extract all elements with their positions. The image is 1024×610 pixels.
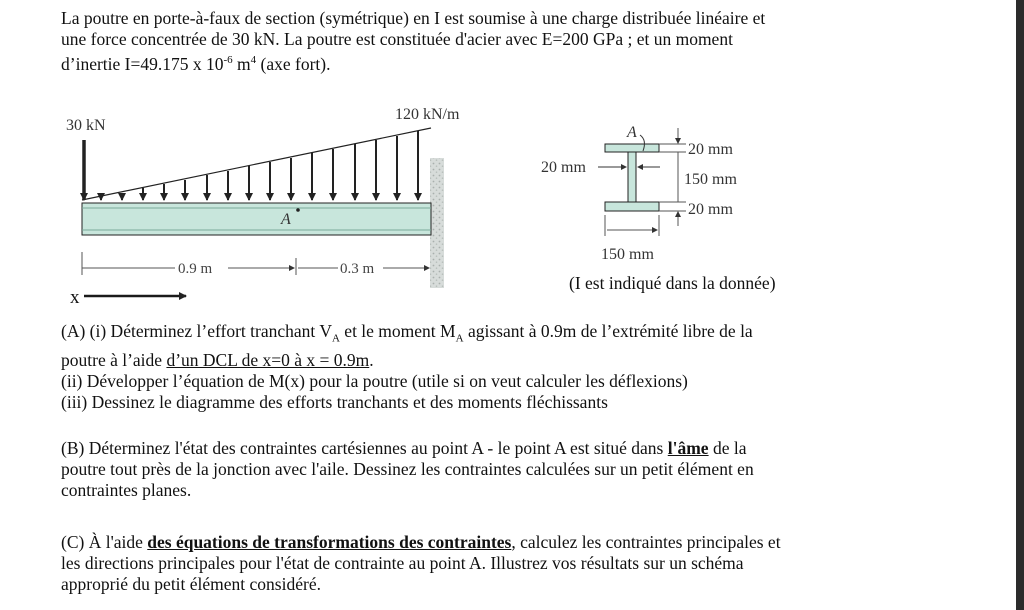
web — [628, 152, 636, 202]
qa-line-2-underlined: d’un DCL de x=0 à x = 0.9m — [166, 349, 370, 370]
fixed-wall — [430, 158, 444, 288]
height-label: 150 mm — [684, 171, 737, 188]
intro-exp-1: -6 — [223, 54, 233, 66]
qa-line-2 — [61, 350, 921, 371]
dim-0-3m-label: 0.3 m — [340, 261, 375, 277]
intro-line-3-pre: d’inertie I=49.175 x 10 — [61, 53, 224, 74]
top-flange — [605, 144, 659, 152]
width-label: 150 mm — [601, 246, 654, 263]
point-a-marker — [296, 208, 300, 212]
intro-line-3-mid: m — [232, 53, 251, 74]
qa-line-2-pre: poutre à l’aide — [61, 349, 167, 370]
qc-line-2: les directions principales pour l'état de contrainte au point A. Illustrez vos résultats sur un schéma — [61, 553, 744, 573]
qa-line-1-post: agissant à 0.9m de l’extrémité libre de la — [463, 321, 753, 341]
qb-line-1 — [61, 438, 921, 459]
qb-line-1-bold: l'âme — [667, 438, 709, 458]
qc-line-3: approprié du petit élément considéré. — [61, 574, 321, 594]
cross-section-diagram — [541, 124, 776, 293]
intro-line-2: une force concentrée de 30 kN. La poutre est constituée d'acier avec E=200 GPa ; et un moment — [61, 29, 733, 49]
qc-line-1-bold: des équations de transformations des contraintes — [147, 532, 512, 552]
load-label: 120 kN/m — [395, 106, 460, 123]
qa-line-1 — [61, 321, 921, 350]
qc-line-1-pre: (C) À l'aide — [61, 532, 148, 552]
top-flange-label: 20 mm — [688, 141, 733, 158]
dim-0-9m-label: 0.9 m — [178, 261, 213, 277]
qa-line-2-post: . — [369, 349, 374, 370]
intro-exp-2: 4 — [250, 54, 257, 66]
qc-line-1-post: , calculez les contraintes principales et — [511, 532, 781, 552]
section-point-a-label: A — [627, 124, 637, 141]
qa-line-4: (iii) Dessinez le diagramme des efforts tranchants et des moments fléchissants — [61, 391, 608, 412]
beam-diagram — [66, 106, 460, 308]
qa-sub-1: A — [331, 332, 340, 345]
qb-line-1-pre: (B) Déterminez l'état des contraintes cartésiennes au point A - le point A est situé dans — [61, 438, 668, 458]
question-a — [61, 321, 921, 413]
distributed-load-arrows — [101, 131, 418, 200]
intro-line-1: La poutre en porte-à-faux de section (symétrique) en I est soumise à une charge distribuée linéaire et — [61, 8, 766, 28]
web-thickness-label: 20 mm — [541, 159, 586, 176]
qc-line-1 — [61, 532, 921, 553]
force-label: 30 kN — [66, 117, 106, 134]
question-b — [61, 438, 921, 501]
point-a-label: A — [281, 211, 291, 228]
intro-line-3-post: (axe fort). — [256, 53, 331, 74]
section-caption: (I est indiqué dans la donnée) — [569, 273, 776, 293]
window-edge — [1016, 0, 1024, 610]
load-envelope — [82, 128, 431, 200]
question-c — [61, 532, 921, 595]
qb-line-2: poutre tout près de la jonction avec l'aile. Dessinez les contraintes calculées sur un petit élément en — [61, 459, 754, 479]
x-axis-label: x — [70, 287, 80, 308]
qb-line-3: contraintes planes. — [61, 480, 192, 500]
bottom-flange — [605, 202, 659, 211]
qb-line-1-post: de la — [708, 438, 747, 458]
qa-sub-2: A — [455, 332, 464, 345]
qa-line-3: (ii) Développer l’équation de M(x) pour la poutre (utile si on veut calculer les déflexions) — [61, 370, 688, 391]
bottom-flange-label: 20 mm — [688, 201, 733, 218]
qa-line-1-mid: et le moment M — [339, 321, 456, 341]
qa-line-1-pre: (A) (i) Déterminez l’effort tranchant V — [61, 321, 332, 341]
